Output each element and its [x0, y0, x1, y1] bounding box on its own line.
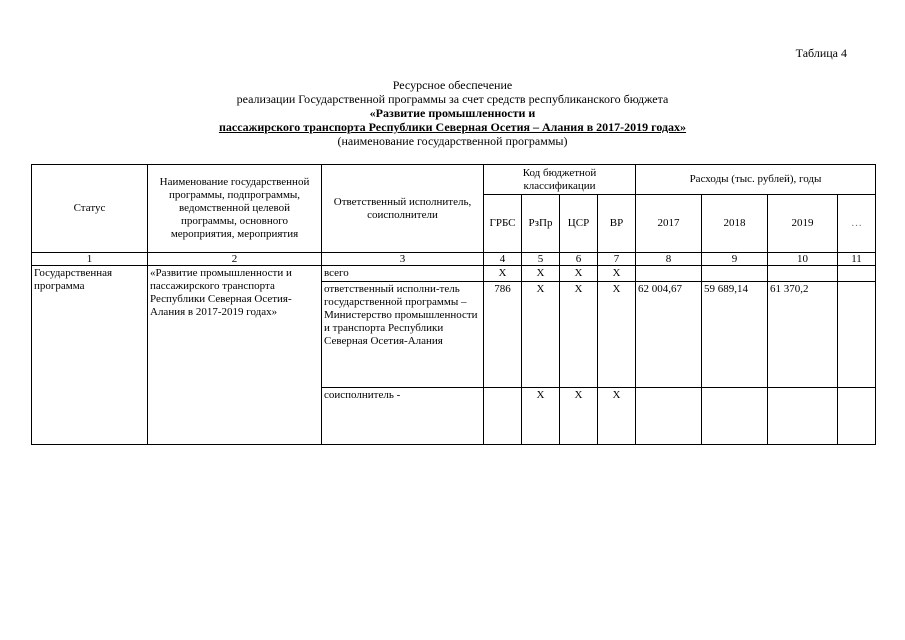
responsible-more	[838, 282, 876, 388]
coexecutor-2018	[702, 388, 768, 445]
header-year-2017: 2017	[636, 195, 702, 253]
column-number: 2	[148, 253, 322, 266]
responsible-vr: Х	[598, 282, 636, 388]
table-row	[32, 266, 876, 282]
resource-table	[31, 164, 876, 445]
coexecutor-csr: Х	[560, 388, 598, 445]
responsible-grbs: 786	[484, 282, 522, 388]
header-csr: ЦСР	[560, 195, 598, 253]
column-number: 9	[702, 253, 768, 266]
responsible-2018: 59 689,14	[702, 282, 768, 388]
total-2018	[702, 266, 768, 282]
column-number: 6	[560, 253, 598, 266]
header-vr: ВР	[598, 195, 636, 253]
column-number: 10	[768, 253, 838, 266]
document-heading	[0, 78, 905, 148]
coexecutor-vr: Х	[598, 388, 636, 445]
total-more	[838, 266, 876, 282]
coexecutor-2019	[768, 388, 838, 445]
heading-line-2: реализации Государственной программы за счет средств республиканского бюджета	[236, 92, 669, 106]
header-name: Наименование государственной программы, подпрограммы, ведомственной целевой программы, основного мероприятия, мероприятия	[148, 165, 322, 253]
header-year-2018: 2018	[702, 195, 768, 253]
heading-line-1: Ресурсное обеспечение	[392, 78, 513, 92]
coexecutor-grbs	[484, 388, 522, 445]
responsible-2019: 61 370,2	[768, 282, 838, 388]
heading-caption: (наименование государственной программы)	[337, 134, 568, 148]
coexecutor-2017	[636, 388, 702, 445]
header-more-years: …	[838, 195, 876, 253]
row-status: Государственная программа	[32, 266, 148, 445]
header-grbs: ГРБС	[484, 195, 522, 253]
header-executor: Ответственный исполнитель, соисполнители	[322, 165, 484, 253]
coexecutor-rzpr: Х	[522, 388, 560, 445]
row-coexecutor: соисполнитель -	[322, 388, 484, 445]
responsible-csr: Х	[560, 282, 598, 388]
total-csr: Х	[560, 266, 598, 282]
column-number: 11	[838, 253, 876, 266]
header-expenses: Расходы (тыс. рублей), годы	[636, 165, 876, 195]
program-title-line-1: «Развитие промышленности и	[369, 106, 536, 120]
coexecutor-more	[838, 388, 876, 445]
column-number: 8	[636, 253, 702, 266]
column-number: 7	[598, 253, 636, 266]
row-responsible-executor: ответственный исполни-тель государственной программы – Министерство промышленности и транспорта Республики Северная Осетия-Алания	[322, 282, 484, 388]
total-vr: Х	[598, 266, 636, 282]
row-program-name: «Развитие промышленности и пассажирского транспорта Республики Северная Осетия-Алания в 2017-2019 годах»	[148, 266, 322, 445]
header-year-2019: 2019	[768, 195, 838, 253]
column-number: 4	[484, 253, 522, 266]
total-rzpr: Х	[522, 266, 560, 282]
column-number: 3	[322, 253, 484, 266]
column-number: 1	[32, 253, 148, 266]
header-rzpr: РзПр	[522, 195, 560, 253]
total-grbs: Х	[484, 266, 522, 282]
header-budget-code: Код бюджетной классификации	[484, 165, 636, 195]
responsible-rzpr: Х	[522, 282, 560, 388]
total-2017	[636, 266, 702, 282]
row-total-label: всего	[322, 266, 484, 282]
responsible-2017: 62 004,67	[636, 282, 702, 388]
table-number: Таблица 4	[795, 46, 847, 60]
column-number: 5	[522, 253, 560, 266]
header-status: Статус	[32, 165, 148, 253]
total-2019	[768, 266, 838, 282]
program-title-line-2: пассажирского транспорта Республики Северная Осетия – Алания в 2017-2019 годах»	[218, 120, 687, 134]
